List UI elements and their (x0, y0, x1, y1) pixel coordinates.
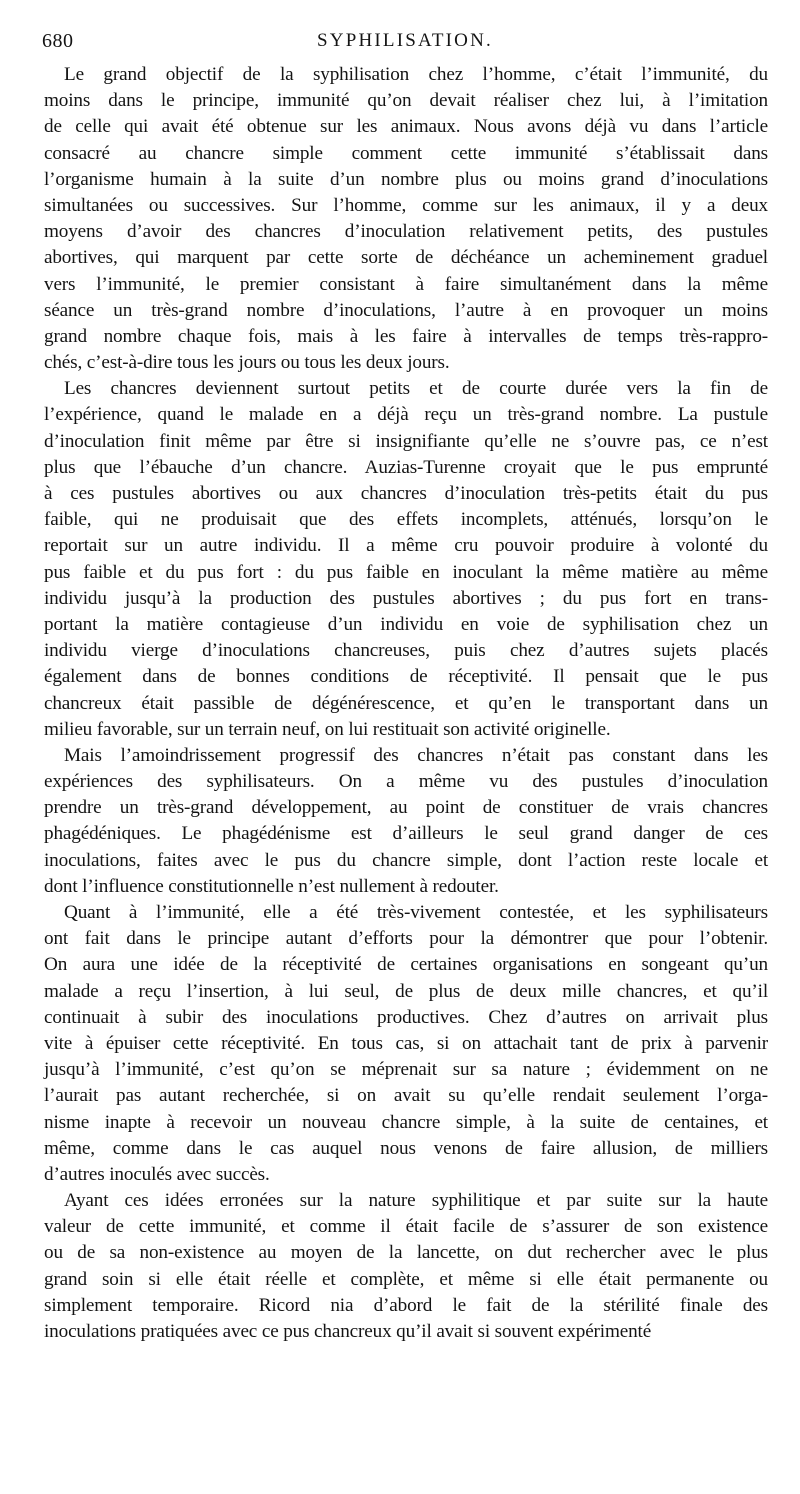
text-line: vers l’immunité, le premier consistant à faire simultanément dans la même (44, 273, 768, 295)
text-line: chés, c’est-à-dire tous les jours ou tous les deux jours. (44, 352, 450, 374)
text-line: d’autres inoculés avec succès. (44, 1163, 270, 1185)
text-line: Mais l’amoindrissement progressif des chancres n’était pas constant dans les (64, 744, 768, 766)
text-line: simultanées ou successives. Sur l’homme, comme sur les animaux, il y a deux (44, 194, 768, 216)
text-line: chancreux était passible de dégénérescence, et qu’en le transportant dans un (44, 692, 768, 714)
text-line: d’inoculation finit même par être si insignifiante qu’elle ne s’ouvre pas, ce n’est (44, 430, 768, 452)
text-line: séance un très-grand nombre d’inoculations, l’autre à en provoquer un moins (44, 299, 768, 321)
text-line: pus faible et du pus fort : du pus faible en inoculant la même matière au même (44, 561, 768, 583)
text-line: jusqu’à l’immunité, c’est qu’on se méprenait sur sa nature ; évidemment on ne (44, 1059, 768, 1081)
text-line: Les chancres deviennent surtout petits et de courte durée vers la fin de (64, 378, 768, 400)
paragraph (44, 900, 768, 1188)
text-line: faible, qui ne produisait que des effets incomplets, atténués, lorsqu’on le (44, 509, 768, 531)
text-line: expériences des syphilisateurs. On a même vu des pustules d’inoculation (44, 771, 768, 793)
text-line: portant la matière contagieuse d’un individu en voie de syphilisation chez un (44, 613, 768, 635)
text-line: l’aurait pas autant recherchée, si on avait su qu’elle rendait seulement l’orga- (44, 1085, 768, 1107)
text-line: moyens d’avoir des chancres d’inoculation relativement petits, des pustules (44, 221, 768, 243)
text-line: Quant à l’immunité, elle a été très-vivement contestée, et les syphilisateurs (64, 902, 768, 923)
text-line: malade a reçu l’insertion, à lui seul, de plus de deux mille chancres, et qu’il (44, 980, 768, 1002)
text-line: simplement temporaire. Ricord nia d’abord le fait de la stérilité finale des (44, 1294, 768, 1316)
text-line: reportait sur un autre individu. Il a même cru pouvoir produire à volonté du (44, 535, 768, 557)
text-line: consacré au chancre simple comment cette immunité s’établissait dans (44, 142, 768, 164)
text-line: dont l’influence constitutionnelle n’est nullement à redouter. (44, 875, 499, 897)
running-title: SYPHILISATION. (317, 30, 493, 51)
text-line: inoculations, faites avec le pus du chancre simple, dont l’action reste locale et (44, 849, 768, 871)
text-line: également dans de bonnes conditions de réceptivité. Il pensait que le pus (44, 666, 768, 688)
text-line: inoculations pratiquées avec ce pus chancreux qu’il avait si souvent expérimenté (44, 1321, 652, 1342)
text-line: vite à épuiser cette réceptivité. En tous cas, si on attachait tant de prix à parvenir (44, 1032, 768, 1054)
text-line: On aura une idée de la réceptivité de certaines organisations en songeant qu’un (44, 954, 768, 976)
text-line: à ces pustules abortives ou aux chancres d’inoculation très-petits était du pus (44, 483, 768, 504)
text-line: prendre un très-grand développement, au point de constituer de vrais chancres (44, 797, 768, 819)
text-line: moins dans le principe, immunité qu’on devait réaliser chez lui, à l’imitation (44, 90, 768, 112)
text-line: individu vierge d’inoculations chancreuses, puis chez d’autres sujets placés (44, 640, 768, 662)
text-line: individu jusqu’à la production des pustules abortives ; du pus fort en trans- (44, 587, 768, 609)
text-line: valeur de cette immunité, et comme il était facile de s’assurer de son existence (44, 1216, 768, 1238)
text-line: Ayant ces idées erronées sur la nature syphilitique et par suite sur la haute (64, 1190, 768, 1212)
text-line: grand nombre chaque fois, mais à les faire à intervalles de temps très-rappro- (44, 325, 768, 347)
text-line: nisme inapte à recevoir un nouveau chancre simple, à la suite de centaines, et (44, 1111, 768, 1133)
paragraph (44, 1188, 768, 1345)
text-line: plus que l’ébauche d’un chancre. Auzias-Turenne croyait que le pus emprunté (44, 456, 768, 478)
text-line: phagédéniques. Le phagédénisme est d’ailleurs le seul grand danger de ces (44, 823, 768, 845)
text-line: grand soin si elle était réelle et complète, et même si elle était permanente ou (44, 1268, 768, 1290)
page-header (42, 30, 768, 58)
text-line: abortives, qui marquent par cette sorte de déchéance un acheminement graduel (44, 247, 768, 269)
text-line: l’organisme humain à la suite d’un nombre plus ou moins grand d’inoculations (44, 168, 768, 190)
text-line: continuait à subir des inoculations productives. Chez d’autres on arrivait plus (44, 1006, 768, 1028)
text-line: ou de sa non-existence au moyen de la lancette, on dut rechercher avec le plus (44, 1242, 768, 1264)
text-line: l’expérience, quand le malade en a déjà reçu un très-grand nombre. La pustule (44, 404, 768, 426)
text-line: de celle qui avait été obtenue sur les animaux. Nous avons déjà vu dans l’article (44, 116, 768, 138)
text-line: milieu favorable, sur un terrain neuf, on lui restituait son activité originelle. (44, 718, 611, 740)
paragraph (44, 743, 768, 900)
text-line: Le grand objectif de la syphilisation chez l’homme, c’était l’immunité, du (64, 64, 768, 85)
paragraph (44, 62, 768, 376)
paragraph (44, 376, 768, 743)
text-line: ont fait dans le principe autant d’efforts pour la démontrer que pour l’obtenir. (44, 928, 768, 950)
text-line: même, comme dans le cas auquel nous venons de faire allusion, de milliers (44, 1137, 768, 1159)
body-text (44, 62, 768, 1345)
page-number: 680 (42, 30, 74, 52)
